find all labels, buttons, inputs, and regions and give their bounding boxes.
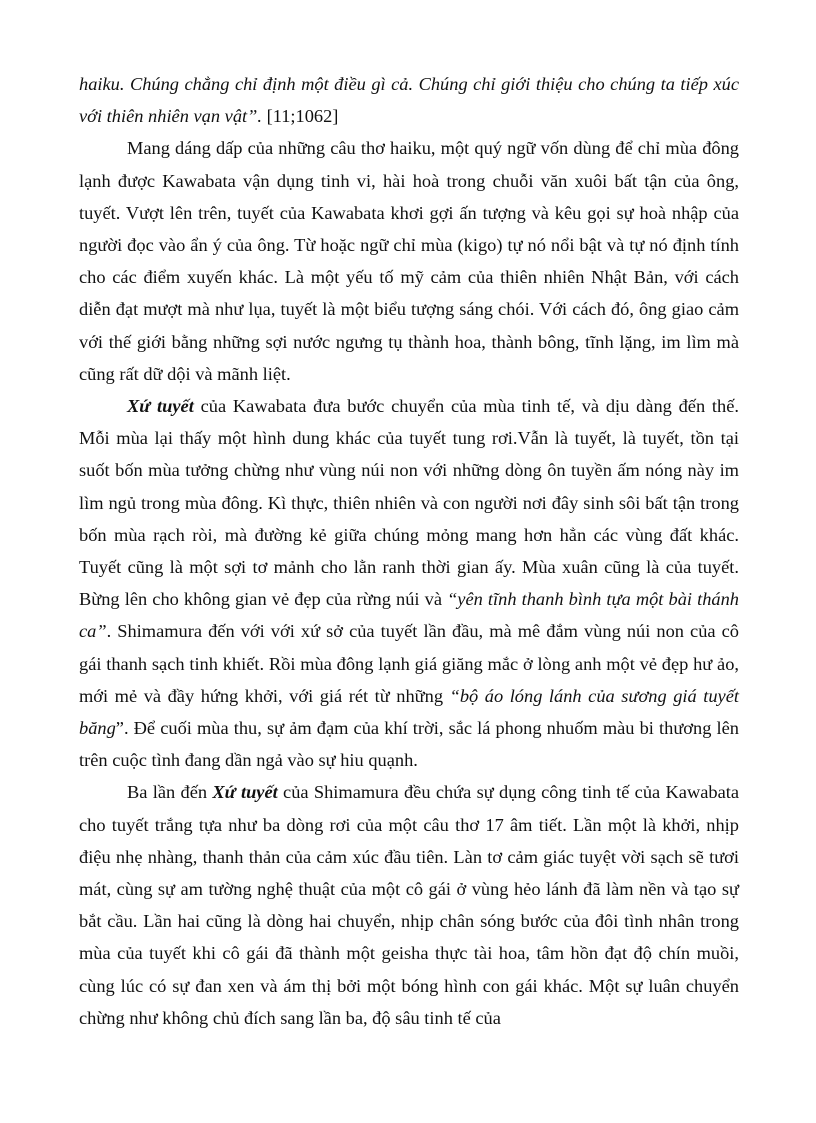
book-title: Xứ tuyết — [212, 782, 278, 803]
paragraph-quote-continuation — [79, 68, 739, 132]
paragraph-three-visits — [79, 776, 739, 1034]
paragraph-text: Mang dáng dấp của những câu thơ haiku, một quý ngữ vốn dùng để chỉ mùa đông lạnh được Kawabata vận dụng tinh vi, hài hoà trong chuỗi văn xuôi bất tận của ông, tuyết. Vượt lên trên, tuyết của Kawabata khơi gợi ấn tượng và kêu gọi sự hoà nhập của người đọc vào ẩn ý của ông. Từ hoặc ngữ chỉ mùa (kigo) tự nó nổi bật và tự nó định tính cho các điểm xuyến khác. Là một yếu tố mỹ cảm của thiên nhiên Nhật Bản, với cách diễn đạt mượt mà như lụa, tuyết là một biểu tượng sáng chói. Với cách đó, ông giao cảm với thế giới bằng những sợi nước ngưng tụ thành hoa, thành bông, tĩnh lặng, im lìm mà cũng rất dữ dội và mãnh liệt. — [79, 138, 739, 384]
paragraph-haiku-snow — [79, 132, 739, 390]
inline-quote: “bộ áo lóng lánh của sương giá tuyết băng — [79, 685, 739, 739]
paragraph-text: của Kawabata đưa bước chuyển của mùa tinh tế, và dịu dàng đến thế. Mỗi mùa lại thấy một hình dung khác của tuyết tung rơi.Vẫn là tuyết, là tuyết, tồn tại suốt bốn mùa tưởng chừng như vùng núi non với những dòng ôn tuyền ấm nóng này im lìm ngủ trong mùa đông. Kì thực, thiên nhiên và con người nơi đây sinh sôi bất tận trong bốn mùa rạch ròi, mà đường kẻ giữa chúng mỏng mang hơn hẳn các vùng đất khác. Tuyết cũng là một sợi tơ mảnh cho lằn ranh thời gian ấy. Mùa xuân cũng là của tuyết. Bừng lên cho không gian vẻ đẹp của rừng núi và — [79, 396, 739, 610]
paragraph-text: của Shimamura đều chứa sự dụng công tinh tế của Kawabata cho tuyết trắng tựa như ba dòng rơi của một câu thơ 17 âm tiết. Lần một là khởi, nhịp điệu nhẹ nhàng, thanh thản của cảm xúc đầu tiên. Làn tơ cảm giác tuyệt vời sạch sẽ tươi mát, cùng sự am tường nghệ thuật của một cô gái ở vùng hẻo lánh đã làm nền và tạo sự bắt cầu. Lần hai cũng là dòng hai chuyển, nhịp chân sóng bước của đôi tình nhân trong mùa của tuyết khi cô gái đã thành một geisha thực tài hoa, tâm hồn đạt độ chín muồi, cùng lúc có sự đan xen và ám thị bởi một bóng hình con gái khác. Một sự luân chuyển chừng như không chủ đích sang lần ba, độ sâu tinh tế của — [79, 782, 740, 1028]
citation: [11;1062] — [261, 106, 339, 127]
paragraph-seasons — [79, 390, 739, 776]
paragraph-text: Ba lần đến — [127, 782, 213, 803]
paragraph-text: . Shimamura đến với với xứ sở của tuyết lần đầu, mà mê đắm vùng núi non của cô gái thanh sạch tinh khiết. Rồi mùa đông lạnh giá giăng mắc ở lòng anh một vẻ đẹp hư ảo, mới mẻ và đầy hứng khởi, với giá rét từ những — [79, 621, 739, 706]
inline-quote: “yên tĩnh thanh bình tựa một bài thánh ca” — [79, 589, 739, 642]
book-title: Xứ tuyết — [127, 396, 194, 417]
paragraph-text: ”. Để cuối mùa thu, sự ảm đạm của khí trời, sắc lá phong nhuốm màu bi thương lên trên cuộc tình đang dần ngả vào sự hiu quạnh. — [79, 718, 739, 771]
quote-text: haiku. Chúng chẳng chỉ định một điều gì cả. Chúng chỉ giới thiệu cho chúng ta tiếp xúc với thiên nhiên vạn vật”. — [79, 74, 739, 127]
body-text — [79, 68, 739, 1034]
